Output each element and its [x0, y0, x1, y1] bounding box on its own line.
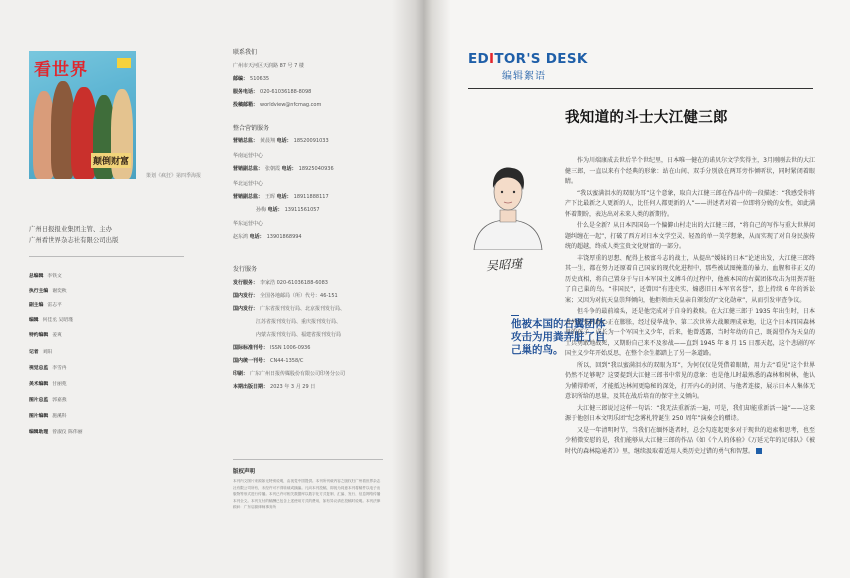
staff-name: 郭嘉燕: [52, 398, 67, 403]
staff-name: 甘丽苑: [52, 382, 67, 387]
staff-row: [29, 272, 62, 279]
staff-name: 李铁文: [47, 274, 62, 279]
email-value: worldview@nfcmag.com: [260, 102, 322, 108]
cover-caption: 策划《疯狂》第四季海报: [146, 173, 202, 179]
contact-address: 广州市天河区天润路 87 号 7 楼: [233, 63, 304, 69]
distribution-line: [233, 292, 338, 299]
author-portrait: [468, 158, 548, 250]
page-gutter: [392, 0, 450, 578]
marketing-label: 营销副总监：: [233, 166, 264, 172]
distribution-label: 发行服务：: [233, 280, 259, 286]
marketing-region: 华东运营中心: [233, 221, 264, 227]
staff-name: 谢奕秋: [52, 289, 67, 294]
portrait-eye: [501, 191, 503, 193]
staff-role: 视觉总监: [29, 366, 49, 371]
marketing-region: 华北运营中心: [233, 181, 264, 187]
staff-row: [29, 287, 67, 294]
contact-phone: [233, 88, 311, 95]
distribution-line: [233, 370, 345, 377]
marketing-label: 营销总监：: [233, 138, 259, 144]
staff-role: 美术编辑: [29, 382, 49, 387]
author-signature: 吴昭瑾: [485, 256, 523, 274]
distribution-label: 国际标准刊号：: [233, 345, 269, 351]
copyright-text: 本刊内文图片来源如无特别说明，由视觉中国提供。本刊所刊载内容之版权归广州看世界杂志社有限公司所有，未经许可不得转载或摘编。凡向本刊投稿，即视为同意本刊将稿件以电子出版物等形式进行传播。本刊已许可相关数据库以数字化方式复制、汇编、发行、信息网络传播本刊全文。本刊支付的稿酬已包含上述使用方式的费用，如有异议请在投稿时说明。本刊法律顾问：广东启源律师事务所: [233, 479, 381, 510]
staff-role: 副主编: [29, 303, 44, 308]
marketing-title: 整合营销服务: [233, 125, 270, 132]
marketing-tel: 13911561057: [284, 207, 320, 213]
distribution-label: 本期出版日期：: [233, 384, 269, 390]
marketing-name: 孙梅: [256, 207, 267, 213]
marketing-line: [233, 220, 263, 227]
marketing-line: [233, 152, 263, 159]
distribution-line: [256, 331, 341, 338]
contact-postcode: [233, 75, 269, 82]
marketing-tel: 18911888117: [293, 194, 329, 200]
staff-row: [29, 412, 67, 419]
distribution-value: 2023 年 3 月 29 日: [270, 384, 316, 390]
distribution-title: 发行服务: [233, 266, 258, 273]
marketing-line: [233, 233, 302, 240]
distribution-line: [233, 344, 310, 351]
staff-role: 总编辑: [29, 274, 44, 279]
distribution-line: [233, 305, 345, 312]
portrait-neck: [500, 210, 516, 222]
distribution-label: 国内发行：: [233, 306, 259, 312]
cover-image: [29, 51, 136, 179]
distribution-label: 国内统一刊号：: [233, 358, 269, 364]
marketing-line: [233, 137, 329, 144]
staff-name: 刘阳: [42, 350, 53, 355]
marketing-name: 王晖: [265, 194, 276, 200]
distribution-label: 国内发行：: [233, 293, 259, 299]
staff-row: [29, 331, 62, 338]
staff-name: 何佳丞 吴昭瑾: [42, 318, 73, 323]
distribution-value: 广东广州日报传媒股份有限公司印务分公司: [250, 371, 346, 377]
marketing-tel-label: 电话：: [276, 194, 292, 200]
article-paragraph: 作为川端康成去世后半个世纪里，日本唯一健在的诺贝尔文学奖得主，3月刚刚去世的大江健三郎，一直以来有个经典的形象：站在山间、双手分别放在两耳旁作倾听状，同时紧闭着眼睛。: [565, 157, 815, 185]
article-paragraph: 但斗争的最前端头，还是他完成对于自身的救赎。在大江健三郎于 1935 年出生时，日本对外扩张的野心正在膨胀，经过侵华战争、第二次世界大战顺理成章地，让这个日本四国森林里的孩子，成长为一个军国主义少年，后来，他曾透露，当时年幼的自己，既渴望作为天皇的士兵勇敢地战死，又期盼自己来不及参战——直到 1945 年 8 月 15 日那天起，这个悲剧的军国主义少年开始反思，在整个余生都踏上了另一条道路。: [565, 308, 815, 357]
contact-title: 联系我们: [233, 49, 258, 56]
marketing-tel-label: 电话：: [267, 207, 283, 213]
cover-subtitle: 颠倒财富: [91, 153, 131, 168]
marketing-name: 赵东鸿: [233, 234, 249, 240]
staff-name: 施溪科: [52, 414, 67, 419]
staff-row: [29, 348, 52, 355]
marketing-label: 营销副总监：: [233, 194, 264, 200]
distribution-value: 内蒙古报刊发行局、福建省报刊发行局: [256, 332, 342, 338]
staff-role: 执行主编: [29, 289, 49, 294]
pull-quote: 他被本国的右翼团体攻击为用粪弄脏了自己巢的鸟。: [511, 318, 606, 356]
marketing-tel: 18520091033: [293, 138, 329, 144]
distribution-value: 广东省报刊发行局、北京报刊发行局、: [260, 306, 346, 312]
publisher-line: 广州看世界杂志社有限公司出版: [29, 236, 119, 244]
publisher-line: 广州日报报业集团主管、主办: [29, 225, 113, 233]
section-title-accent: I: [489, 51, 495, 67]
distribution-label: 印刷：: [233, 371, 249, 377]
staff-row: [29, 428, 83, 435]
staff-name: 雷志平: [47, 303, 62, 308]
article-body: [565, 156, 815, 458]
marketing-name: 黄晨翔: [260, 138, 276, 144]
header-rule: [468, 88, 813, 89]
phone-label: 服务电话：: [233, 89, 259, 95]
staff-row: [29, 396, 67, 403]
staff-role: 编辑: [29, 318, 39, 323]
marketing-tel: 18925040936: [298, 166, 334, 172]
staff-row: [29, 301, 62, 308]
staff-name: 曾淑仪 陈伟丽: [52, 430, 83, 435]
section-title-prefix: ED: [468, 51, 490, 67]
article-paragraph: [565, 426, 815, 458]
article-paragraph: 丰饶厚重的思想、配得上极富斗志的战士，从提出“媛妹的日本”论述出发，大江健三郎终其一生，都在努力还原着自己国家的现代化进程中，那些被试图掩盖的暴力、血腥和非正义的历史真相，将自己置身于与日本军国主义搏斗的过程中，他被本国的右翼团体攻击为用粪弄脏了自己巢的鸟。“非国民”，还曾因“有违史实、煽惑旧日本军官名誉”，惹上持续 6 年的诉讼案；又因为对抗天皇崇拜倾向，他拒领由天皇亲自颁发的“文化勋章”，从而引发审查争议。: [565, 254, 815, 304]
article-paragraph: 大江健三郎说过这样一句话：“我无法重新活一遍，可是，我们却能重新活一遍”——这来源于他创日本文明乐团“纪念雾札特诞生 250 周年”演奏会的赠诗。: [565, 404, 815, 422]
postcode-label: 邮编：: [233, 76, 249, 82]
distribution-value: ISSN 1006-0936: [270, 345, 311, 351]
section-title-rest: TOR'S DESK: [494, 51, 588, 67]
article-paragraph-text: 又是一年清明时节，当我们在缅怀逝者时，总会勾连起更多对于现世的追索和思考，也至少稍微安慰的是，我们能够从大江健三郎的作品《如《个人的体验》《万延元年的足球队》《被时代的森林隐通者》》里，继续汲取着适用人类历史过错的勇气和智慧。: [565, 426, 815, 455]
marketing-region: 华南运营中心: [233, 153, 264, 159]
email-label: 投稿邮箱：: [233, 102, 259, 108]
staff-role: 图片总监: [29, 398, 49, 403]
marketing-tel-label: 电话：: [281, 166, 297, 172]
contact-email: [233, 101, 321, 108]
cover-title: 看世界: [34, 60, 88, 80]
publisher-info: [29, 224, 118, 246]
staff-row: [29, 316, 73, 323]
pullquote-rule: [511, 315, 519, 316]
staff-name: 李雪冉: [52, 366, 67, 371]
distribution-value: 江苏省报刊发行局、重庆报刊发行局、: [256, 319, 342, 325]
postcode-value: 510635: [250, 76, 270, 82]
marketing-name: 张朝霞: [265, 166, 281, 172]
cover-badge: [117, 58, 131, 68]
portrait-eye: [513, 191, 515, 193]
article-paragraph: 所以，回到“我以蜜满泪水的双眼为耳”，为何仅仅是凭借着眼睛，用力去“看见”这个世界仍然不足够呢？这要提到大江健三郎书中常见的意象：也是他儿时最熟悉的森林和树林，他认为懂得聆听，才能抵达林间更隐秘的深处，打开内心的封闭、与他者连接，展示日本人集体无意识所给的思量，及其在战后培育的保守主义倾向。: [565, 361, 815, 400]
end-mark-icon: [756, 448, 762, 454]
marketing-line: [233, 165, 334, 172]
portrait-shoulders: [474, 220, 542, 250]
section-title: [468, 51, 588, 67]
distribution-value: CN44-1358/C: [270, 358, 304, 364]
distribution-value: 李家浩 020-61036188-6083: [260, 280, 328, 286]
distribution-line: [233, 357, 303, 364]
divider: [29, 256, 184, 257]
staff-row: [29, 380, 67, 387]
phone-value: 020-61036188-8098: [260, 89, 312, 95]
staff-role: 记者: [29, 350, 39, 355]
marketing-tel-label: 电话：: [276, 138, 292, 144]
marketing-tel-label: 电话：: [249, 234, 265, 240]
staff-role: 图片编辑: [29, 414, 49, 419]
distribution-line: [256, 318, 341, 325]
marketing-line: [233, 193, 329, 200]
article-paragraph: “我以蜜满泪水的双眼为耳”这个意象，取自大江健三郎在作品中的一段描述：“我感受你将产下比最新之人更新的人，比任何人都更新的人”——讲述者对着一位即将分娩的女性，如此满怀着期盼，表达出对未来人类的新期待。: [565, 189, 815, 218]
staff-name: 姜爽: [52, 333, 62, 338]
staff-role: 编辑助理: [29, 430, 49, 435]
marketing-line: [256, 206, 320, 213]
marketing-tel: 13901868994: [266, 234, 302, 240]
marketing-line: [233, 180, 263, 187]
article-paragraph: 什么是全新？从日本四国岛一个偏僻山村走出的大江健三郎，“将自己的写作与重大世界问题纠缠在一起”，打破了西方对日本文学空灵、轻盈的单一美学想象，从而实现了对自身民族传统的超越，终成人类宝贵文化财富的一部分。: [565, 222, 815, 250]
article-headline: 我知道的斗士大江健三郎: [565, 110, 728, 126]
copyright-title: 版权声明: [233, 469, 256, 475]
staff-row: [29, 364, 67, 371]
divider: [233, 459, 383, 460]
staff-role: 特约编辑: [29, 333, 49, 338]
distribution-value: 全国各地邮局（所）代号：46-151: [260, 293, 338, 299]
distribution-line: [233, 383, 315, 390]
section-subtitle: 编辑絮语: [502, 71, 546, 82]
distribution-line: [233, 279, 328, 286]
